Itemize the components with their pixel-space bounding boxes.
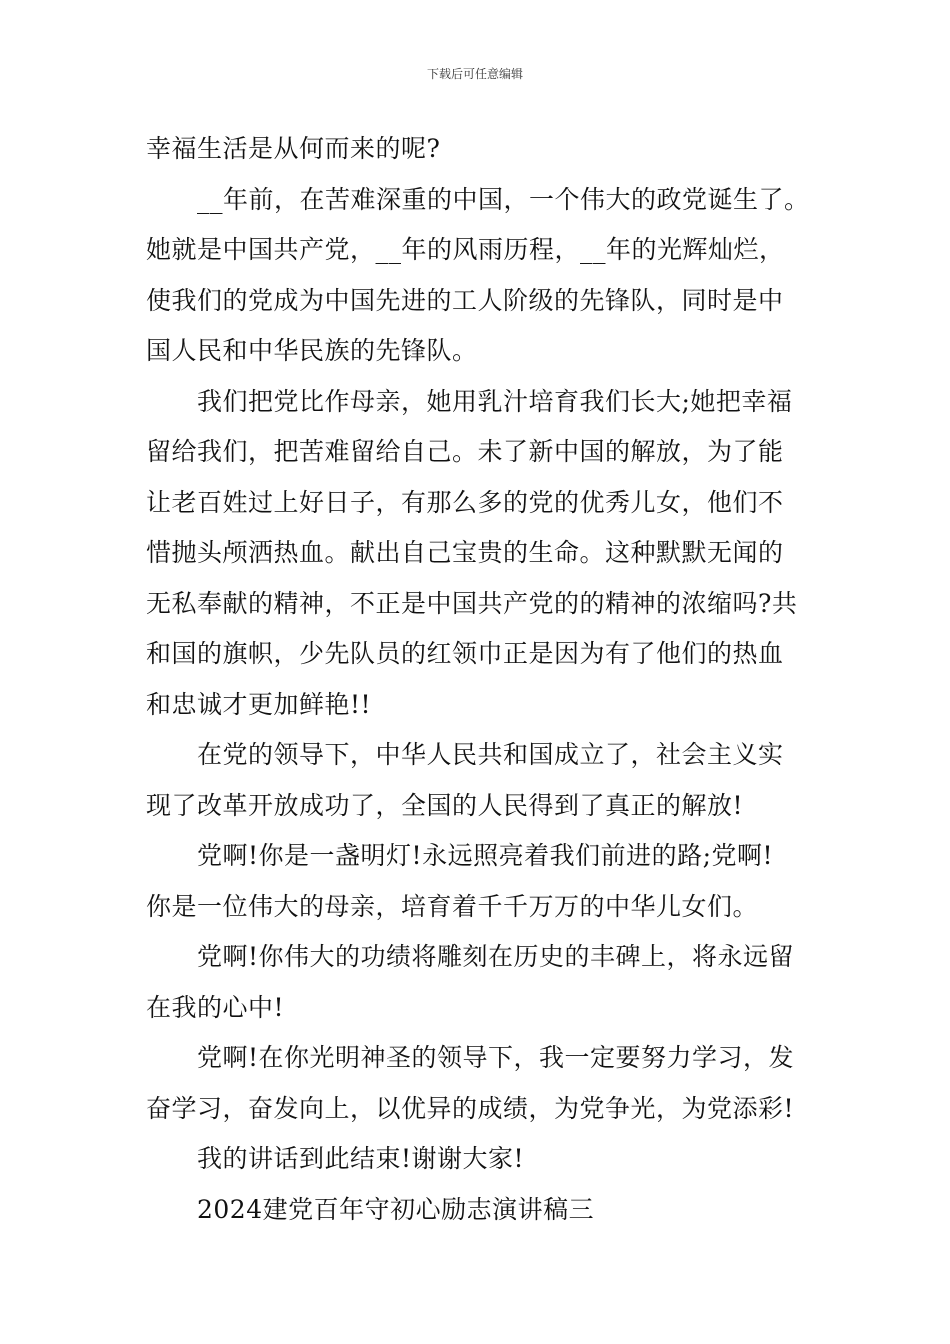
body-text: [146, 124, 826, 1235]
text-line: 她就是中国共产党，__年的风雨历程，__年的光辉灿烂，: [146, 235, 785, 264]
text-line: 留给我们，把苦难留给自己。未了新中国的解放，为了能: [146, 437, 784, 466]
text-line: 奋学习，奋发向上，以优异的成绩，为党争光，为党添彩!: [146, 1093, 795, 1123]
text-line: 惜抛头颅洒热血。献出自己宝贵的生命。这种默默无闻的: [146, 538, 784, 567]
paragraph: [146, 124, 826, 175]
text-line: 国人民和中华民族的先锋队。: [146, 336, 478, 365]
header-note: 下载后可任意编辑: [426, 67, 523, 81]
text-line: 和忠诚才更加鲜艳!!: [146, 689, 372, 719]
text-line: 你是一位伟大的母亲，培育着千千万万的中华儿女们。: [146, 891, 759, 921]
text-line: 我的讲话到此结束!谢谢大家!: [197, 1144, 525, 1173]
text-line: 党啊!你是一盏明灯!永远照亮着我们前进的路;党啊!: [197, 841, 774, 870]
text-line: 让老百姓过上好日子，有那么多的党的优秀儿女，他们不: [146, 487, 784, 517]
text-line: 无私奉献的精神，不正是中国共产党的的精神的浓缩吗?共: [146, 588, 798, 618]
text-line: 幸福生活是从何而来的呢?: [146, 134, 441, 163]
text-line: 在党的领导下，中华人民共和国成立了，社会主义实: [197, 740, 784, 769]
text-line: 党啊!在你光明神圣的领导下，我一定要努力学习，发: [197, 1043, 795, 1072]
paragraph: [146, 377, 826, 731]
text-line: 和国的旗帜，少先队员的红领巾正是因为有了他们的热血: [146, 639, 784, 668]
paragraph: [146, 730, 826, 831]
text-line: 我们把党比作母亲，她用乳汁培育我们长大;她把幸福: [197, 386, 793, 416]
paragraph: [146, 1033, 826, 1134]
text-line: 在我的心中!: [146, 992, 285, 1022]
paragraph: [146, 1134, 826, 1185]
text-line: __年前，在苦难深重的中国，一个伟大的政党诞生了。: [197, 184, 810, 214]
text-line: 使我们的党成为中国先进的工人阶级的先锋队，同时是中: [146, 285, 784, 315]
paragraph: [146, 175, 826, 377]
text-line: 现了改革开放成功了，全国的人民得到了真正的解放!: [146, 790, 744, 820]
paragraph: [146, 932, 826, 1033]
text-line: 2024建党百年守初心励志演讲稿三: [197, 1194, 595, 1224]
paragraph: [146, 831, 826, 932]
paragraph: [146, 1185, 826, 1236]
text-line: 党啊!你伟大的功绩将雕刻在历史的丰碑上，将永远留: [197, 942, 795, 971]
